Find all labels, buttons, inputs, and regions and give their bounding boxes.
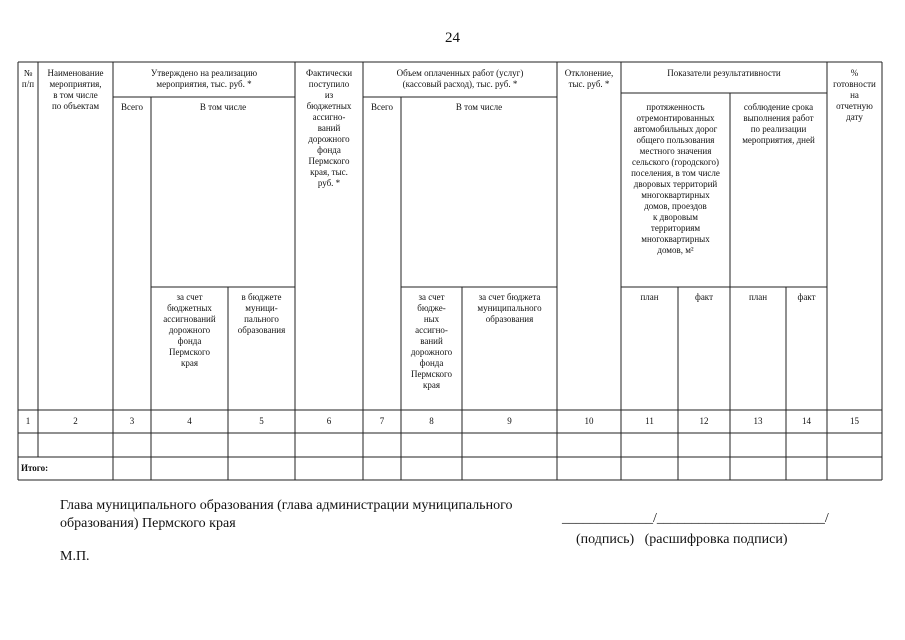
header-deadline: соблюдение срока выполнения работ по реализации мероприятия, дней	[742, 102, 815, 145]
column-number: 4	[187, 416, 192, 426]
header-deviation: Отклонение, тыс. руб. *	[564, 68, 614, 89]
column-number: 10	[584, 416, 594, 426]
header-paid-total: Всего	[370, 102, 394, 112]
column-number: 5	[259, 416, 264, 426]
column-number: 11	[645, 416, 654, 426]
column-number: 15	[850, 416, 859, 426]
header-plan-length: план	[640, 292, 659, 302]
stamp-placeholder: М.П.	[60, 549, 90, 564]
header-paid-krai-fund: за счет бюдже- ных ассигно- ваний дорожного фонда Пермского края	[410, 292, 453, 390]
column-number: 8	[429, 416, 434, 426]
header-fact-length: факт	[694, 292, 713, 302]
column-number: 1	[25, 416, 31, 426]
header-paid-municipal: за счет бюджета муниципального образования	[477, 292, 542, 324]
column-number: 2	[73, 416, 78, 426]
column-number: 3	[129, 416, 135, 426]
header-actual-received: Фактически поступило из бюджетных ассигно- ваний дорожного фонда Пермского края, тыс. руб. *	[305, 68, 353, 188]
header-number: № п/п	[21, 68, 35, 89]
signature-caption: (подпись) (расшифровка подписи)	[576, 532, 788, 547]
header-approved-municipal: в бюджете муници- пального образования	[237, 292, 286, 335]
header-road-length: протяженность отремонтированных автомобильных дорог общего пользования местного значения сельского (городского) поселения, в том числе дворовых территорий многоквартирных домов, проездов к дворовым территориям многоквартирных домов, м²	[631, 102, 720, 255]
header-approved-krai-fund: за счет бюджетных ассигнований дорожного фонда Пермского края	[163, 292, 216, 368]
total-label: Итого:	[21, 463, 49, 473]
header-approved-including: В том числе	[199, 102, 247, 112]
header-readiness: % готовности на отчетную дату	[833, 68, 876, 122]
header-fact-deadline: факт	[797, 292, 816, 302]
column-number: 6	[326, 416, 332, 426]
head-signature-title: Глава муниципального образования (глава администрации муниципального образования) Пермского края	[60, 498, 513, 531]
header-paid: Объем оплаченных работ (услуг) (кассовый расход), тыс. руб. *	[396, 68, 524, 89]
header-approved-total: Всего	[120, 102, 144, 112]
column-number: 7	[379, 416, 385, 426]
header-event-name: Наименование мероприятия, в том числе по объектам	[47, 68, 104, 111]
header-plan-deadline: план	[748, 292, 768, 302]
header-approved: Утверждено на реализацию мероприятия, тыс. руб. *	[150, 68, 258, 89]
column-number: 14	[802, 416, 811, 426]
signature-line: _____________/________________________/	[562, 511, 829, 526]
column-number: 12	[699, 416, 709, 426]
page-number: 24	[445, 30, 460, 46]
column-number: 13	[753, 416, 763, 426]
header-indicators: Показатели результативности	[667, 68, 781, 78]
header-paid-including: В том числе	[455, 102, 503, 112]
column-number: 9	[507, 416, 512, 426]
